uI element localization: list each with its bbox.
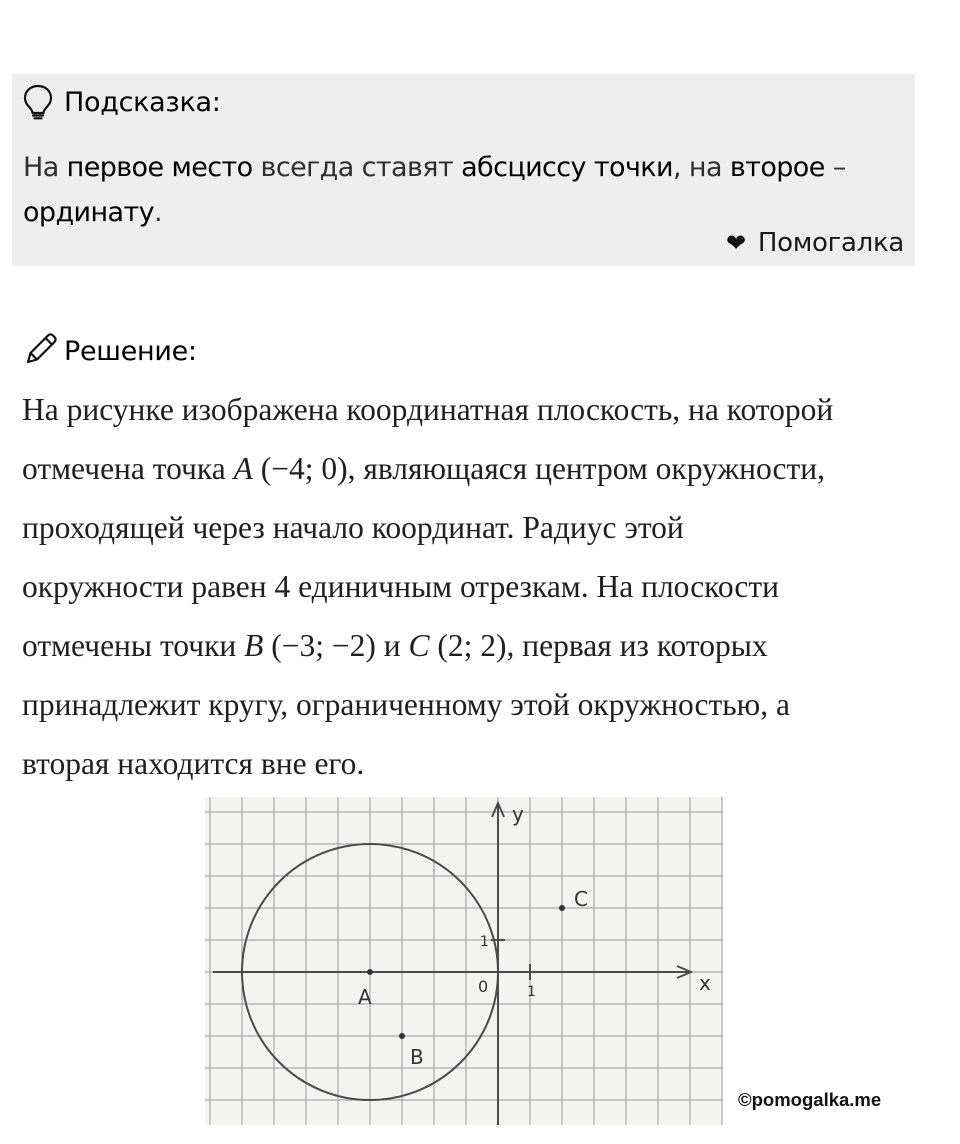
- point-name-b: B: [244, 628, 264, 663]
- pencil-icon: [24, 332, 58, 371]
- hint-text-part: –: [824, 152, 846, 183]
- hint-text-part: , на: [672, 152, 730, 183]
- hint-text-part: На: [23, 152, 67, 183]
- solution-line: На рисунке изображена координатная плоскость, на которой: [22, 392, 834, 427]
- hint-emphasis-abscissa: абсциссу точки: [461, 152, 673, 183]
- origin-label: 0: [478, 977, 489, 996]
- point-b: [399, 1033, 405, 1039]
- hint-source-label: Помогалка: [757, 228, 904, 258]
- hint-source: [726, 228, 904, 258]
- point-name-c: C: [408, 628, 430, 663]
- hint-emphasis-first-place: первое место: [66, 152, 253, 183]
- watermark: ©pomogalka.me: [738, 1089, 882, 1110]
- solution-line: принадлежит кругу, ограниченному этой окружностью, а: [22, 687, 790, 722]
- coordinate-plane-figure: [205, 797, 723, 1125]
- hint-emphasis-ordinate: ординату: [23, 197, 154, 228]
- point-name-a: A: [233, 451, 253, 486]
- coordinate-plane-svg: [205, 797, 723, 1125]
- hint-header: [22, 82, 221, 122]
- heart-icon: ❤: [726, 229, 746, 257]
- point-a-label: A: [358, 985, 372, 1009]
- solution-line: отмечена точка A (−4; 0), являющаяся центром окружности,: [22, 451, 826, 486]
- solution-line: отмечены точки B (−3; −2) и C (2; 2), первая из которых: [22, 628, 768, 663]
- hint-text-part: .: [153, 197, 162, 228]
- x-axis-label: x: [699, 971, 711, 995]
- solution-title: Решение:: [64, 335, 197, 367]
- point-b-label: B: [410, 1045, 424, 1069]
- y-axis-label: y: [512, 802, 524, 826]
- x-unit-label: 1: [527, 984, 536, 1000]
- solution-line: проходящей через начало координат. Радиус этой: [22, 510, 684, 545]
- hint-text: [23, 145, 903, 235]
- hint-emphasis-second: второе: [729, 152, 825, 183]
- point-c-label: C: [574, 887, 588, 911]
- y-unit-label: 1: [480, 934, 489, 950]
- hint-title: Подсказка:: [64, 86, 221, 118]
- hint-text-part: всегда ставят: [252, 152, 462, 183]
- solution-header: [24, 330, 197, 372]
- solution-line: вторая находится вне его.: [22, 746, 365, 781]
- lightbulb-icon: [22, 84, 54, 120]
- point-c: [559, 905, 565, 911]
- solution-line: окружности равен 4 единичным отрезкам. На плоскости: [22, 569, 780, 604]
- solution-text: [22, 380, 932, 793]
- point-a: [367, 969, 373, 975]
